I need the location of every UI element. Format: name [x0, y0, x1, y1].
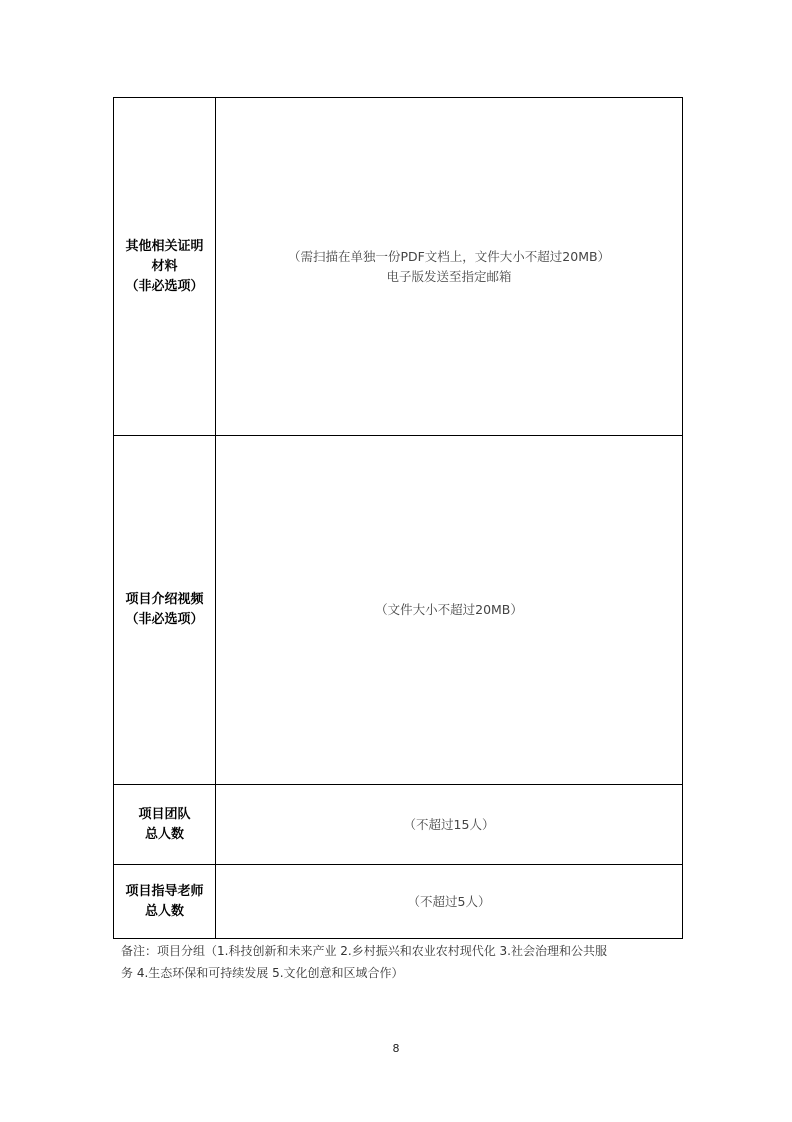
content-cell-intro-video[interactable]	[216, 436, 683, 785]
label-line: 项目介绍视频	[125, 592, 204, 607]
footnote-project-groups	[121, 940, 681, 984]
label-line: 项目指导老师	[125, 883, 204, 899]
footnote-line: 备注：项目分组（1.科技创新和未来产业 2.乡村振兴和农业农村现代化 3.社会治理和公共服	[121, 944, 607, 958]
label-line: 总人数	[144, 903, 184, 919]
hint-text: （需扫描在单独一份PDF文档上，文件大小不超过20MB）	[287, 248, 611, 264]
label-cell-other-materials	[114, 98, 216, 436]
footnote-line: 务 4.生态环保和可持续发展 5.文化创意和区域合作）	[121, 966, 404, 980]
table-row-intro-video	[114, 436, 683, 785]
label-cell-team-size	[114, 785, 216, 865]
hint-text: 电子版发送至指定邮箱	[386, 268, 512, 284]
label-line: 总人数	[144, 826, 184, 842]
content-cell-advisor-count[interactable]	[216, 865, 683, 939]
table-row-advisor-count	[114, 865, 683, 939]
content-cell-team-size[interactable]	[216, 785, 683, 865]
hint-text: （文件大小不超过20MB）	[375, 602, 523, 617]
label-line: 项目团队	[138, 806, 191, 822]
table-row-other-materials	[114, 98, 683, 436]
hint-text: （不超过5人）	[407, 893, 491, 909]
table-row-team-size	[114, 785, 683, 865]
application-form-table	[113, 97, 683, 939]
label-cell-intro-video	[114, 436, 216, 785]
label-line: （非必选项）	[125, 612, 204, 627]
label-line: 其他相关证明	[125, 238, 204, 254]
label-line: 材料	[151, 258, 178, 274]
label-cell-advisor-count	[114, 865, 216, 939]
content-cell-other-materials[interactable]	[216, 98, 683, 436]
hint-text: （不超过15人）	[403, 816, 495, 832]
label-line: （非必选项）	[125, 278, 204, 294]
page-number: 8	[392, 1042, 400, 1055]
